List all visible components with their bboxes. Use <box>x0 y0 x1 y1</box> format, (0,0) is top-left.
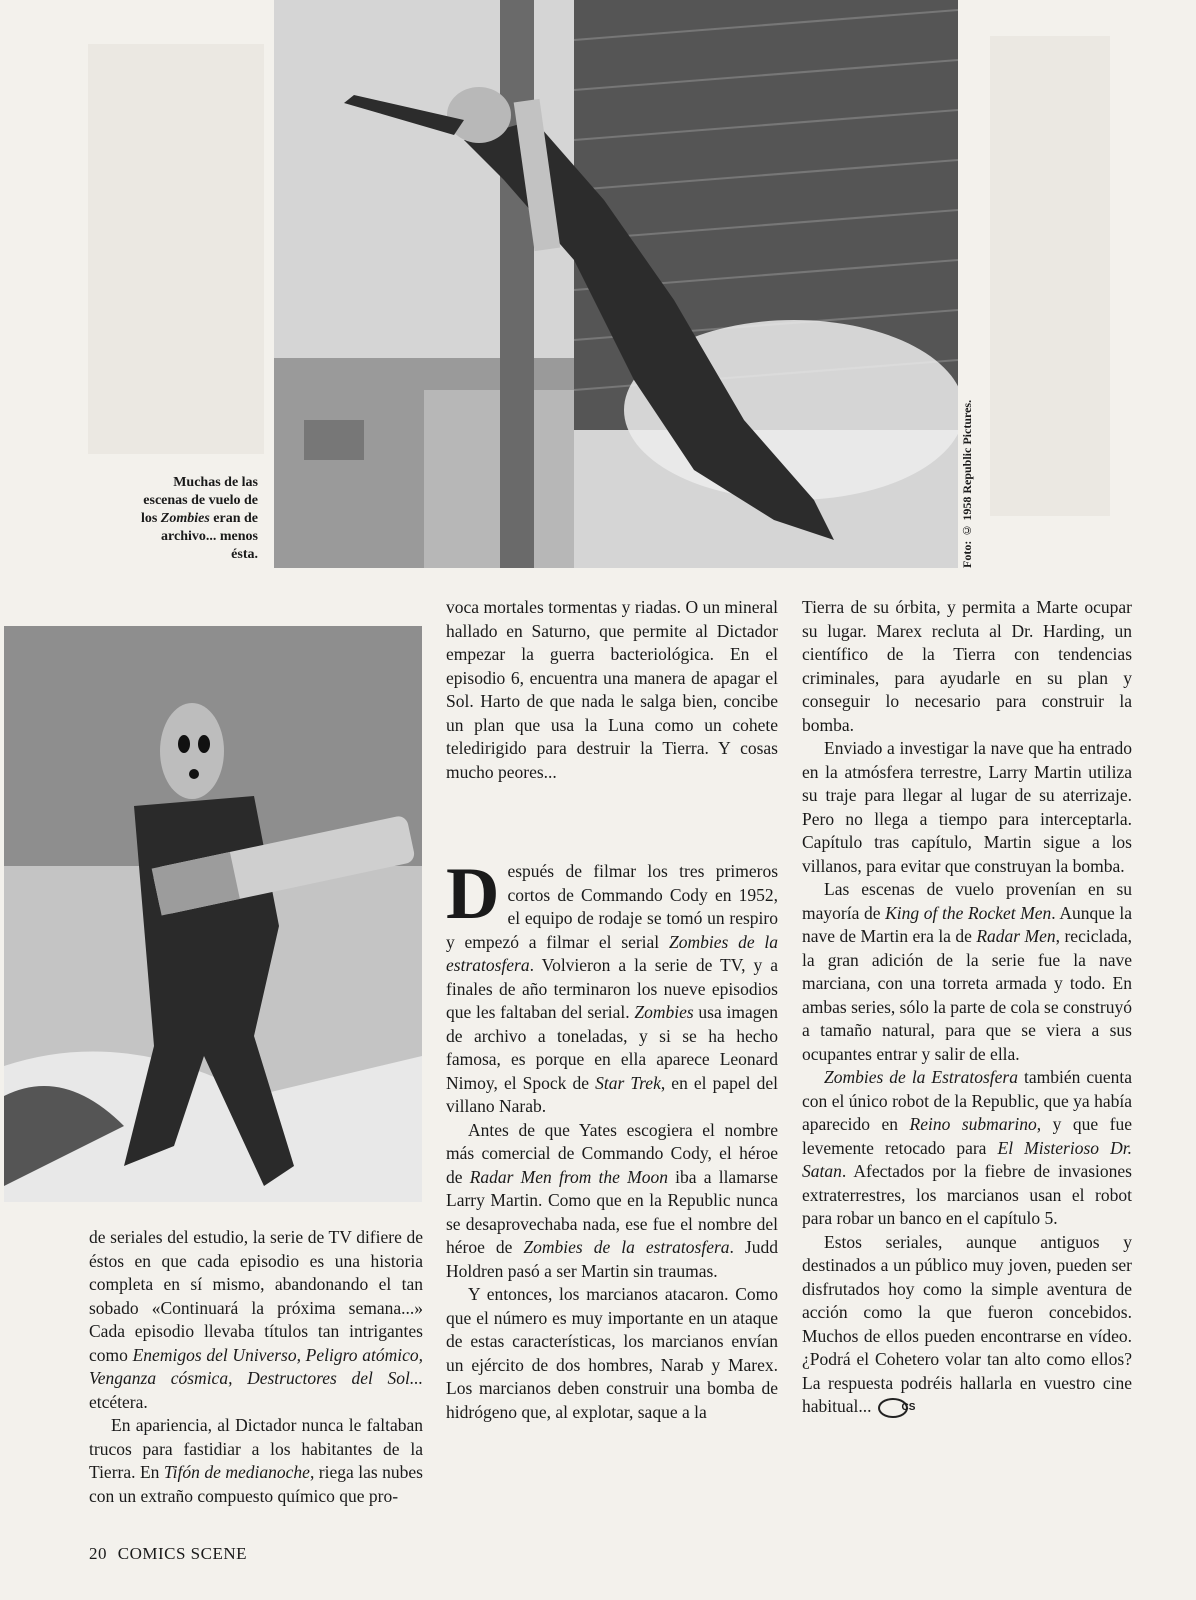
col2-paragraph-3: Antes de que Yates escogiera el nombre más comercial de Commando Cody, el héroe de Radar Men from the Moon iba a llamarse Larry Martin. Como que en la Republic nunca se desaprovechaba nada, ese fue el nombre del héroe de Zombies de la estratosfera. Judd Holdren pasó a ser Martin sin traumas. <box>446 1119 778 1281</box>
article-column-2 <box>446 596 778 1424</box>
col3-paragraph-4: Zombies de la Estratosfera también cuenta con el único robot de la Republic, que ya había aparecido en Reino submarino, y que fue levemente retocado para El Misterioso Dr. Satan. Afectados por la fiebre de invasiones extraterrestres, los marcianos usan el robot para robar un banco en el capítulo 5. <box>802 1067 1132 1228</box>
col3-paragraph-5: Estos seriales, aunque antiguos y destinados a un público muy joven, pueden ser disfrutados hoy como la simple aventura de acción como la que fueron concebidos. Muchos de ellos pueden encontrarse en vídeo. ¿Podrá el Cohetero volar tan alto como ellos? La respuesta podréis hallarla en vuestro cine habitual... CS <box>802 1231 1132 1416</box>
col2-paragraph-1: voca mortales tormentas y riadas. O un mineral hallado en Saturno, que permite al Dictador empezar la guerra bacteriológica. En el episodio 6, encuentra una manera de apagar el Sol. Harto de que nada le salga bien, concibe un plan que usa la Luna como un cohete teledirigido para destruir la Tierra. Y cosas mucho peores... <box>446 597 778 782</box>
magazine-name: COMICS SCENE <box>117 1544 248 1563</box>
photo-credit: Foto: © 1958 Republic Pictures. <box>960 399 974 568</box>
photo-robot-with-gun <box>4 626 422 1202</box>
col3-paragraph-3: Las escenas de vuelo provenían en su mayoría de King of the Rocket Men. Aunque la nave de Martin era la de Radar Men, reciclada, la gran adición de la serie fue la nave marciana, con una torreta armada y todo. En ambas series, sólo la parte de cola se construyó a tamaño natural, para que se viera a sus ocupantes entrar y salir de ella. <box>802 879 1132 1064</box>
page-number: 20 <box>89 1544 107 1563</box>
photo-caption: Muchas de las escenas de vuelo de los Zombies eran de archivo... menos ésta. <box>140 475 258 562</box>
photo-flying-rocketman <box>274 0 958 568</box>
col2-paragraph-4: Y entonces, los marcianos atacaron. Como que el número es muy importante en un ataque de estas características, los marcianos envían un ejército de dos hombres, Narab y Marex. Los marcianos deben construir una bomba de hidrógeno que, al explotar, saque a la <box>446 1284 778 1422</box>
bleed-through-right <box>990 36 1110 516</box>
drop-cap: D <box>446 853 500 935</box>
article-column-1: de seriales del estudio, la serie de TV difiere de éstos en que cada episodio es una historia completa en sí mismo, abandonando el tan sobado «Continuará la próxima semana...» Cada episodio llevaba títulos tan intrigantes como Enemigos del Universo, Peligro atómico, Venganza cósmica, Destructores del Sol... etcétera. En apariencia, al Dictador nunca le faltaban trucos para fastidiar a los habitantes de la Tierra. En Tifón de medianoche, riega las nubes con un extraño compuesto químico que pro- <box>89 1227 423 1506</box>
photo-flying-rocketman-illustration <box>274 0 958 568</box>
page-footer <box>89 1544 247 1564</box>
photo-robot-with-gun-illustration <box>4 626 422 1202</box>
bleed-through-left <box>88 44 264 454</box>
col3-paragraph-1: Tierra de su órbita, y permita a Marte ocupar su lugar. Marex recluta al Dr. Harding, un científico de la Tierra con tendencias criminales, para ayudarle en su plan y conseguir lo necesario para construir la bomba. <box>802 597 1132 735</box>
col2-paragraph-2: Después de filmar los tres primeros cortos de Commando Cody en 1952, el equipo de rodaje se tomó un respiro y empezó a filmar el serial Zombies de la estratosfera. Volvieron a la serie de TV, y a finales de año terminaron los nueve episodios que les faltaban del serial. Zombies usa imagen de archivo a toneladas, y si se ha hecho famosa, es porque en ella aparece Leonard Nimoy, el Spock de Star Trek, en el papel del villano Narab. <box>446 853 778 1116</box>
end-mark-logo: CS <box>878 1398 908 1418</box>
article-column-3 <box>802 596 1132 1419</box>
col3-paragraph-2: Enviado a investigar la nave que ha entrado en la atmósfera terrestre, Larry Martin utiliza su traje para llegar al lugar de su aterrizaje. Pero no llega a tiempo para interceptarla. Capítulo tras capítulo, Martin sigue a los villanos, para evitar que construyan la bomba. <box>802 738 1132 876</box>
